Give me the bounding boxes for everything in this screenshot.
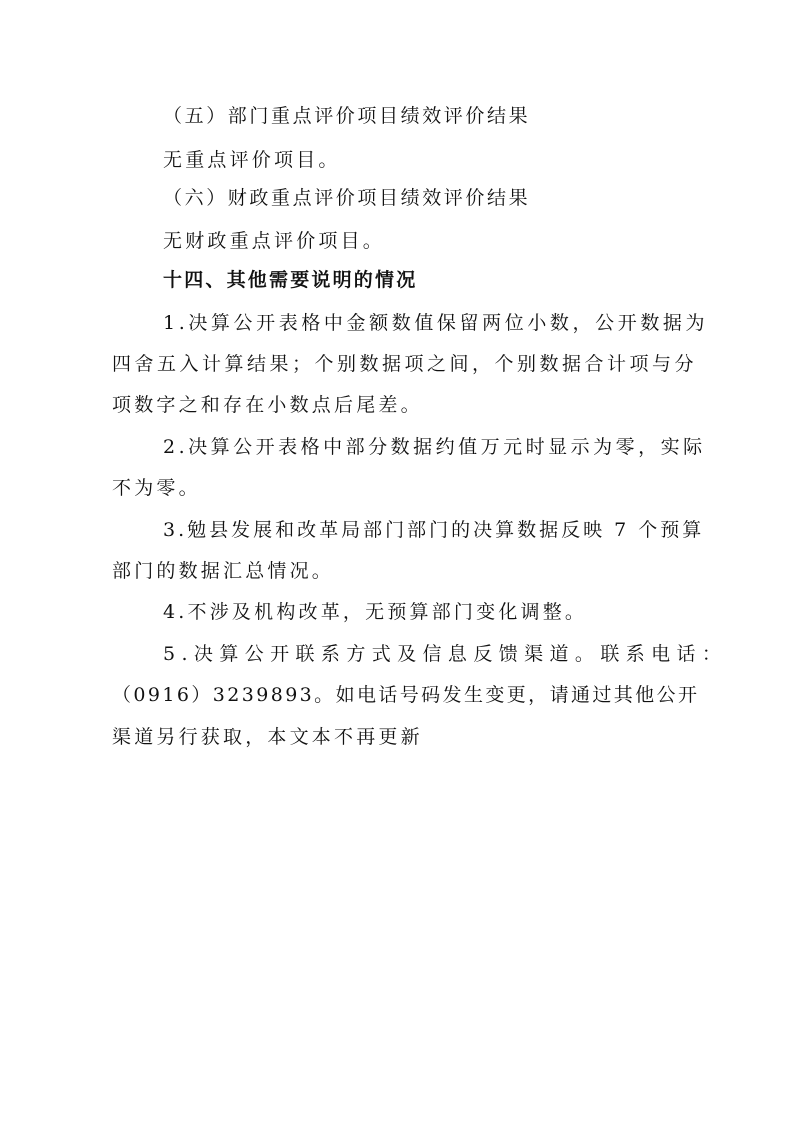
item-5-line-2: （0916）3239893。如电话号码发生变更，请通过其他公开 [112,684,700,706]
section-14-heading: 十四、其他需要说明的情况 [163,269,418,291]
section-6-heading: （六）财政重点评价项目绩效评价结果 [163,187,531,209]
item-5-line-1: 5.决算公开联系方式及信息反馈渠道。联系电话： [163,643,728,665]
section-5-heading: （五）部门重点评价项目绩效评价结果 [163,105,531,127]
item-2-line-1: 2.决算公开表格中部分数据约值万元时显示为零，实际 [163,436,706,458]
item-4-line-1: 4.不涉及机构改革，无预算部门变化调整。 [163,601,588,623]
item-2-line-2: 不为零。 [112,477,201,499]
section-5-body: 无重点评价项目。 [163,149,341,171]
section-6-body: 无财政重点评价项目。 [163,230,386,252]
item-1-line-1: 1.决算公开表格中金额数值保留两位小数，公开数据为 [163,312,709,334]
item-1-line-2: 四舍五入计算结果；个别数据项之间，个别数据合计项与分 [112,353,698,375]
item-3-line-1: 3.勉县发展和改革局部门部门的决算数据反映 7 个预算 [163,519,705,541]
item-5-line-3: 渠道另行获取，本文本不再更新 [112,726,423,748]
item-1-line-3: 项数字之和存在小数点后尾差。 [112,394,423,416]
item-3-line-2: 部门的数据汇总情况。 [112,560,335,582]
